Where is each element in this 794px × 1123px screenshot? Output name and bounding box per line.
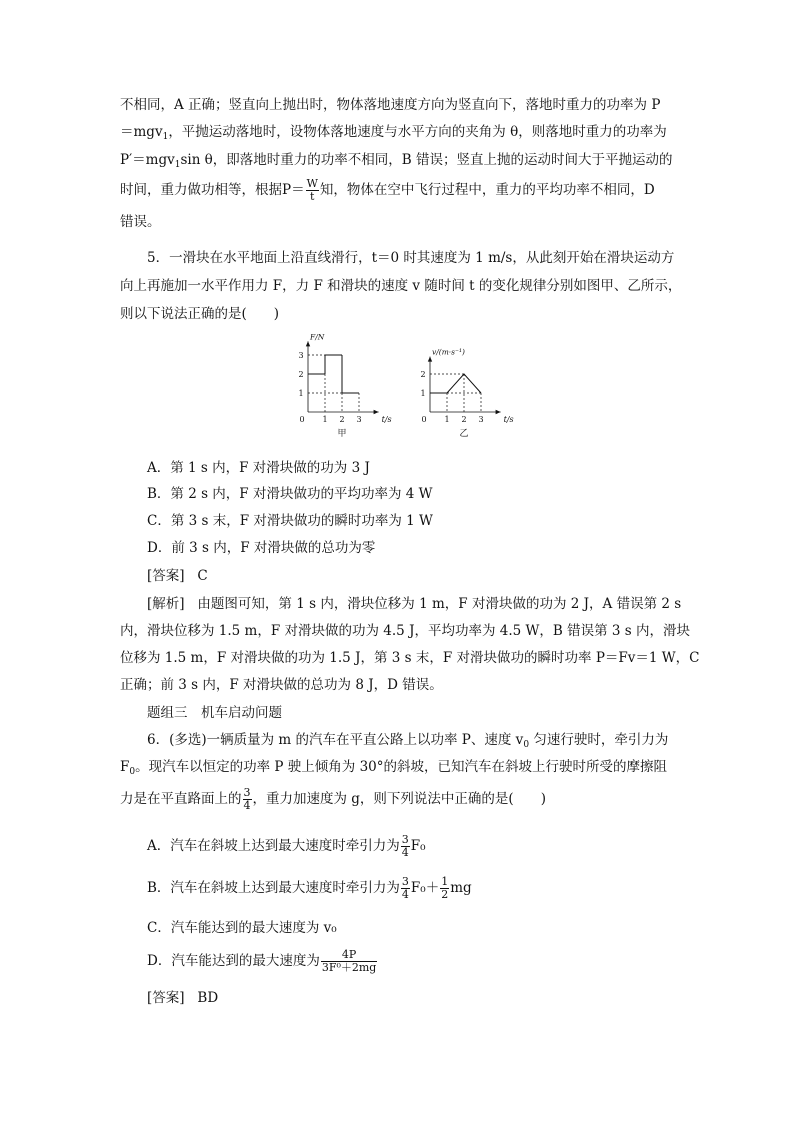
option-d: D．前 3 s 内，F 对滑块做的总功为零: [147, 540, 376, 556]
option-c: C．汽车能达到的最大速度为 v₀: [147, 920, 337, 936]
question-5-stem: 则以下说法正确的是( ): [120, 306, 280, 322]
fraction: $\frac{3}{4}$: [401, 875, 409, 901]
question-5-stem: 5．一滑块在水平地面上沿直线滑行，t＝0 时其速度为 1 m/s，从此刻开始在滑块运动方: [147, 250, 675, 266]
origin-label: 0: [299, 415, 305, 424]
x-tick-label: 1: [322, 415, 328, 424]
origin-label: 0: [421, 415, 427, 424]
velocity-line: [430, 374, 481, 393]
analysis-line: 正确；前 3 s 内，F 对滑块做的总功为 8 J，D 错误。: [120, 677, 443, 693]
x-tick-label: 3: [356, 415, 362, 424]
option-b: B．第 2 s 内，F 对滑块做功的平均功率为 4 W: [147, 486, 433, 502]
y-tick-label: 2: [298, 370, 304, 379]
option-a: A．汽车在斜坡上达到最大速度时牵引力为 $\frac{3}{4}$ F₀: [147, 833, 426, 859]
option-b: B．汽车在斜坡上达到最大速度时牵引力为 $\frac{3}{4}$ F₀＋ $\frac{1}{2}$ mg: [147, 875, 472, 901]
x-tick-label: 3: [478, 415, 484, 424]
answer: [147, 988, 218, 1008]
fraction: $\frac{3}{4}$: [401, 833, 409, 859]
question-6-stem: 6．(多选)一辆质量为 m 的汽车在平直公路上以功率 P、速度 $v_0$ 匀速行驶时，牵引力为: [147, 732, 669, 750]
option-c: C．第 3 s 末，F 对滑块做功的瞬时功率为 1 W: [147, 513, 433, 529]
answer: [147, 566, 208, 586]
y-tick-label: 2: [420, 370, 426, 379]
analysis: [解析] 由题图可知，第 1 s 内，滑块位移为 1 m，F 对滑块做的功为 2 J，A 错误第 2 s: [147, 596, 682, 612]
fraction: $\frac{3}{4}$: [243, 786, 251, 812]
question-6-stem: $F_0$。现汽车以恒定的功率 P 驶上倾角为 30°的斜坡，已知汽车在斜坡上行驶时所受的摩擦阻: [120, 759, 667, 777]
y-tick-label: 1: [420, 389, 426, 398]
x-tick-label: 1: [444, 415, 450, 424]
x-axis-label: t/s: [381, 415, 392, 424]
y-tick-label: 1: [298, 389, 304, 398]
x-axis-label: t/s: [503, 415, 514, 424]
fraction: $\frac{W}{t}$: [306, 177, 318, 203]
y-axis-label: v/(m·s⁻¹): [432, 347, 465, 357]
x-axis-arrow: [374, 410, 379, 414]
y-axis-arrow: [428, 357, 432, 362]
option-d: D．汽车能达到的最大速度为 $\frac{4P}{\text{3F⁰＋2mg}}$: [147, 948, 377, 974]
x-tick-label: 2: [339, 415, 345, 424]
section-heading: 题组三 机车启动问题: [147, 705, 282, 721]
answer-value: BD: [197, 990, 219, 1006]
figure-force-time: [290, 332, 420, 439]
fraction: $\frac{1}{2}$: [441, 875, 449, 901]
fraction: $\frac{4P}{\text{3F⁰＋2mg}}$: [321, 948, 377, 974]
answer-tag: [答案]: [147, 568, 185, 584]
answer-tag: [答案]: [147, 990, 185, 1006]
question-5-stem: 向上再施加一水平作用力 F，力 F 和滑块的速度 v 随时间 t 的变化规律分别如图甲、乙所示，: [120, 278, 682, 294]
text-line: ＝mgv$_1$，平抛运动落地时，设物体落地速度与水平方向的夹角为 θ，则落地时重力的功率为: [120, 124, 667, 142]
figure-caption: 乙: [459, 429, 469, 439]
text-line: 时间，重力做功相等，根据P＝ $\frac{W}{t}$ 知，物体在空中飞行过程中，重力的平均功率不相同，D: [120, 177, 655, 203]
question-6-stem: 力是在平直路面上的 $\frac{3}{4}$ ，重力加速度为 g，则下列说法中正确的是( ): [120, 786, 546, 812]
y-tick-label: 3: [298, 351, 304, 360]
figure-velocity-time: [412, 332, 542, 439]
analysis-tag: [解析]: [147, 596, 185, 612]
option-a: A．第 1 s 内，F 对滑块做的功为 3 J: [147, 460, 370, 476]
answer-value: C: [197, 568, 208, 584]
y-axis-label: F/N: [310, 332, 325, 342]
analysis-line: 内，滑块位移为 1.5 m，F 对滑块做的功为 4.5 J，平均功率为 4.5 W，B 错误第 3 s 内，滑块: [120, 623, 691, 639]
text-line: 错误。: [120, 214, 161, 230]
text-line: 不相同，A 正确；竖直向上抛出时，物体落地速度方向为竖直向下，落地时重力的功率为 P: [120, 97, 661, 113]
y-axis-arrow: [306, 341, 310, 346]
x-axis-arrow: [496, 410, 501, 414]
figure-caption: 甲: [337, 429, 347, 439]
text-line: P′＝mgv$_1$sin θ，即落地时重力的功率不相同，B 错误；竖直上抛的运动时间大于平抛运动的: [120, 152, 673, 170]
x-tick-label: 2: [461, 415, 467, 424]
analysis-line: 位移为 1.5 m，F 对滑块做的功为 1.5 J，第 3 s 末，F 对滑块做功的瞬时功率 P＝Fv＝1 W，C: [120, 650, 700, 666]
